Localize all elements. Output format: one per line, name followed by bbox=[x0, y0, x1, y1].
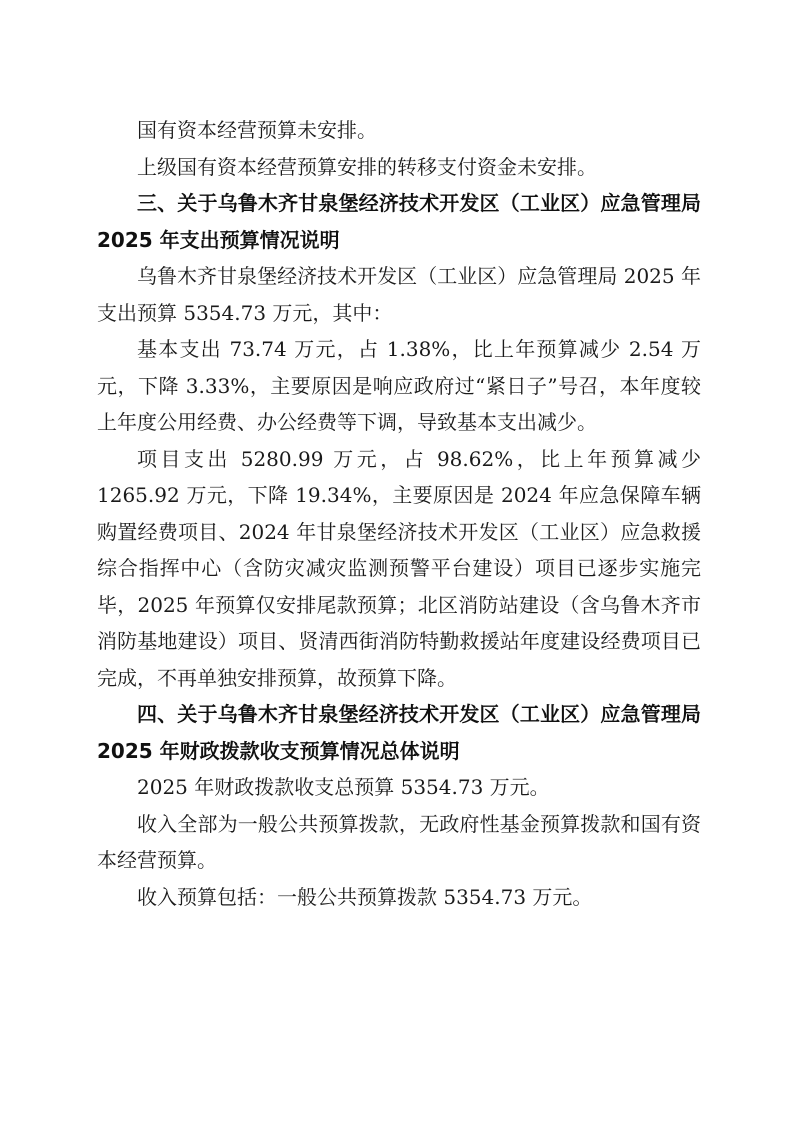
section-heading-expenditure: 三、关于乌鲁木齐甘泉堡经济技术开发区（工业区）应急管理局 2025 年支出预算情况说明 bbox=[97, 191, 701, 252]
paragraph-total-expenditure: 乌鲁木齐甘泉堡经济技术开发区（工业区）应急管理局 2025 年支出预算 5354.73 万元，其中： bbox=[97, 264, 701, 325]
paragraph-state-capital-budget: 国有资本经营预算未安排。 bbox=[137, 118, 377, 142]
paragraph-income-composition: 收入全部为一般公共预算拨款，无政府性基金预算拨款和国有资本经营预算。 bbox=[97, 811, 701, 872]
paragraph-total-fiscal-budget: 2025 年财政拨款收支总预算 5354.73 万元。 bbox=[137, 775, 550, 799]
paragraph-transfer-payment: 上级国有资本经营预算安排的转移支付资金未安排。 bbox=[137, 154, 597, 179]
paragraph-income-budget: 收入预算包括：一般公共预算拨款 5354.73 万元。 bbox=[137, 884, 593, 909]
section-heading-fiscal-appropriation: 四、关于乌鲁木齐甘泉堡经济技术开发区（工业区）应急管理局 2025 年财政拨款收支预算情况总体说明 bbox=[97, 702, 701, 763]
document-body bbox=[97, 112, 701, 915]
paragraph-basic-expenditure: 基本支出 73.74 万元，占 1.38%，比上年预算减少 2.54 万元，下降 3.33%，主要原因是响应政府过“紧日子”号召，本年度较上年度公用经费、办公经费等下调，导致基本支出减少。 bbox=[97, 337, 701, 434]
paragraph-project-expenditure: 项目支出 5280.99 万元，占 98.62%，比上年预算减少 1265.92 万元，下降 19.34%，主要原因是 2024 年应急保障车辆购置经费项目、2024 年甘泉堡经济技术开发区（工业区）应急救援综合指挥中心（含防灾减灾监测预警平台建设）项目已逐步实施完毕，2025 年预算仅安排尾款预算；北区消防站建设（含乌鲁木齐市消防基地建设）项目、贤清西街消防特勤救援站年度建设经费项目已完成，不再单独安排预算，故预算下降。 bbox=[97, 446, 701, 690]
